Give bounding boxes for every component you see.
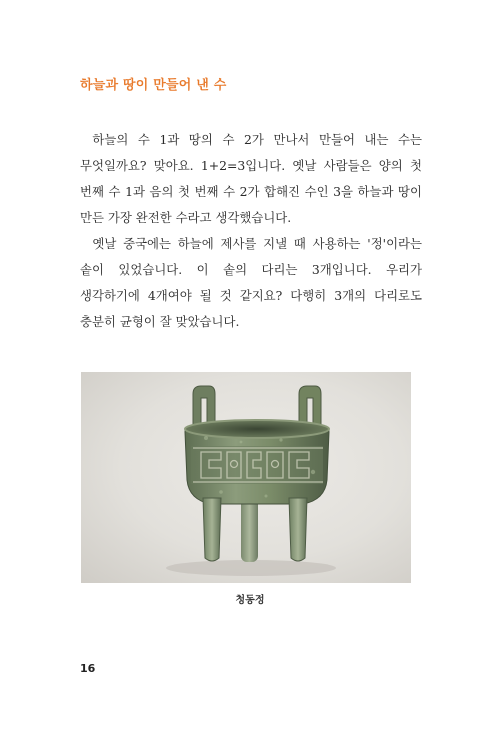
page-number: 16 xyxy=(80,662,96,675)
ding-cauldron-illustration xyxy=(81,372,411,583)
paragraph-1: 하늘의 수 1과 땅의 수 2가 만나서 만들어 내는 수는 무엇일까요? 맞아요. 1+2=3입니다. 옛날 사람들은 양의 첫 번째 수 1과 음의 첫 번째 수 2가 합해진 수인 3을 하늘과 땅이 만든 가장 완전한 수라고 생각했습니다. xyxy=(80,132,422,225)
section-heading: 하늘과 땅이 만들어 낸 수 xyxy=(80,78,227,93)
figure-caption: 청동정 xyxy=(235,595,265,606)
body-text xyxy=(80,127,422,335)
ding-cauldron-photo xyxy=(81,372,411,583)
paragraph-2: 옛날 중국에는 하늘에 제사를 지낼 때 사용하는 '정'이라는 솥이 있었습니다. 이 솥의 다리는 3개입니다. 우리가 생각하기에 4개여야 될 것 같지요? 다행히 3개의 다리로도 충분히 균형이 잘 맞았습니다. xyxy=(80,236,422,329)
